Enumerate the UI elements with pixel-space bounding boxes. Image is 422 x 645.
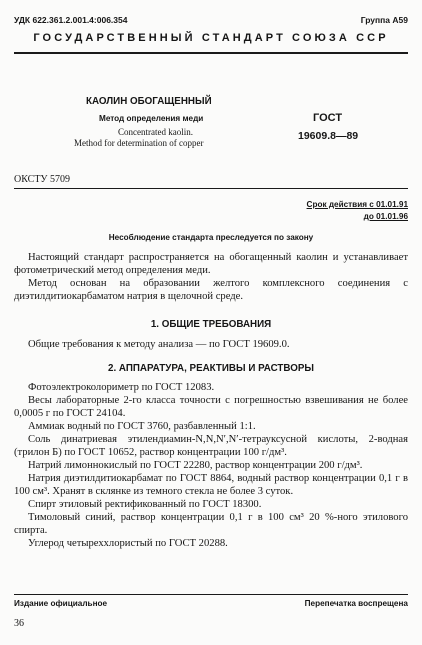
list-item: Спирт этиловый ректификованный по ГОСТ 18300. (28, 499, 262, 510)
section1-text: Общие требования к методу анализа — по ГОСТ 19609.0. (28, 339, 290, 350)
gost-number: 19609.8—89 (298, 130, 359, 142)
english-title-line2: Method for determination of copper (74, 138, 204, 148)
list-item: Натрия диэтилдитиокарбамат по ГОСТ 8864, водный раствор концентрации 0,1 г в 100 см³. Хранят в склянке из темного стекла не более 3 суток. (14, 473, 408, 497)
gost-label: ГОСТ (313, 112, 343, 124)
list-item: Тимоловый синий, раствор концентрации 0,1 г в 100 см³ 20 %-ного этилового спирта. (14, 512, 408, 536)
section2-items (14, 381, 408, 550)
legal-notice: Несоблюдение стандарта преследуется по закону (108, 233, 314, 242)
intro-paragraphs (14, 251, 408, 303)
section2-heading: 2. АППАРАТУРА, РЕАКТИВЫ И РАСТВОРЫ (108, 363, 314, 374)
official-edition: Издание официальное (14, 599, 108, 608)
intro-paragraph: Настоящий стандарт распространяется на обогащенный каолин и устанавливает фотометрический метод определения меди. (14, 252, 408, 276)
document-title: КАОЛИН ОБОГАЩЕННЫЙ (86, 96, 212, 107)
list-item: Фотоэлектроколориметр по ГОСТ 12083. (28, 382, 215, 393)
section1-heading: 1. ОБЩИЕ ТРЕБОВАНИЯ (150, 319, 272, 330)
list-item: Углерод четыреххлористый по ГОСТ 20288. (28, 538, 228, 549)
validity-from: Срок действия с 01.01.91 (306, 200, 408, 209)
standard-banner: ГОСУДАРСТВЕННЫЙ СТАНДАРТ СОЮЗА ССР (33, 32, 389, 44)
list-item: Натрий лимоннокислый по ГОСТ 22280, раствор концентрации 200 г/дм³. (28, 460, 363, 471)
group-code: Группа А59 (360, 15, 408, 25)
footer-divider (14, 594, 408, 595)
udc-code: УДК 622.361.2.001.4:006.354 (14, 15, 128, 25)
english-title-line1: Concentrated kaolin. (118, 127, 193, 137)
intro-paragraph: Метод основан на образовании желтого комплексного соединения с диэтилдитиокарбаматом натрия в щелочной среде. (14, 278, 408, 302)
header-divider (14, 52, 408, 54)
list-item: Соль динатриевая этилендиамин-N,N,N′,N′-тетрауксусной кислоты, 2-водная (трилон Б) по ГОСТ 10652, раствор концентрации 100 г/дм³. (14, 434, 408, 458)
page-number: 36 (14, 618, 24, 629)
validity-to: до 01.01.96 (363, 212, 408, 221)
list-item: Весы лабораторные 2-го класса точности с погрешностью взвешивания не более 0,0005 г по ГОСТ 24104. (14, 395, 408, 419)
okstu-code: ОКСТУ 5709 (14, 174, 71, 185)
list-item: Аммиак водный по ГОСТ 3760, разбавленный 1:1. (28, 421, 256, 432)
reprint-prohibited: Перепечатка воспрещена (304, 599, 408, 608)
method-subtitle: Метод определения меди (99, 114, 204, 123)
okstu-divider (14, 188, 408, 189)
